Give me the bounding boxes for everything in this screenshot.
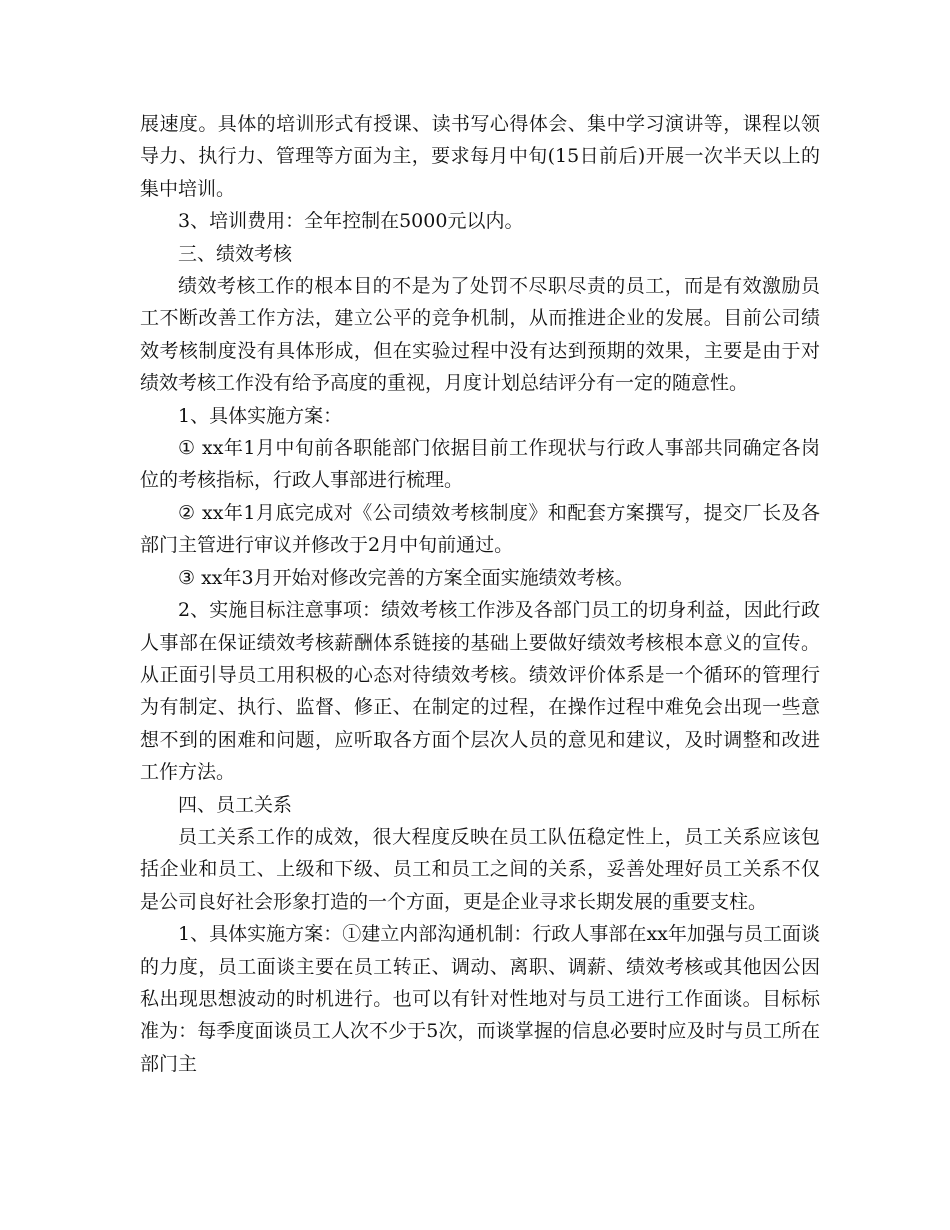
list-item-step-1: ① xx年1月中旬前各职能部门依据目前工作现状与行政人事部共同确定各岗位的考核指标，行政人事部进行梳理。 bbox=[140, 437, 820, 492]
paragraph-training-format: 展速度。具体的培训形式有授课、读书写心得体会、集中学习演讲等，课程以领导力、执行力、管理等方面为主，要求每月中旬(15日前后)开展一次半天以上的集中培训。 bbox=[140, 113, 820, 200]
section-heading-performance: 三、绩效考核 bbox=[178, 242, 293, 265]
list-item-step-3: ③ xx年3月开始对修改完善的方案全面实施绩效考核。 bbox=[178, 566, 634, 589]
paragraph-training-cost: 3、培训费用：全年控制在5000元以内。 bbox=[178, 210, 524, 233]
paragraph-communication-mechanism: 1、具体实施方案：①建立内部沟通机制：行政人事部在xx年加强与员工面谈的力度，员工面谈主要在员工转正、调动、离职、调薪、绩效考核或其他因公因私出现思想波动的时机进行。也可以有针对性地对与员工进行工作面谈。目标标准为：每季度面谈员工人次不少于5次，而谈掌握的信息必要时应及时与员工所在部门主 bbox=[140, 923, 820, 1075]
paragraph-implementation-notes: 2、实施目标注意事项：绩效考核工作涉及各部门员工的切身利益，因此行政人事部在保证绩效考核薪酬体系链接的基础上要做好绩效考核根本意义的宣传。从正面引导员工用积极的心态对待绩效考核。绩效评价体系是一个循环的管理行为有制定、执行、监督、修正、在制定的过程，在操作过程中难免会出现一些意想不到的困难和问题，应听取各方面个层次人员的意见和建议，及时调整和改进工作方法。 bbox=[140, 599, 820, 784]
paragraph-employee-relations: 员工关系工作的成效，很大程度反映在员工队伍稳定性上，员工关系应该包括企业和员工、上级和下级、员工和员工之间的关系，妥善处理好员工关系不仅是公司良好社会形象打造的一个方面，更是企业寻求长期发展的重要支柱。 bbox=[140, 825, 820, 913]
subheading-implementation-plan: 1、具体实施方案： bbox=[178, 404, 343, 427]
paragraph-performance-purpose: 绩效考核工作的根本目的不是为了处罚不尽职尽责的员工，而是有效激励员工不断改善工作方法，建立公平的竞争机制，从而推进企业的发展。目前公司绩效考核制度没有具体形成，但在实验过程中没有达到预期的效果，主要是由于对绩效考核工作没有给予高度的重视，月度计划总结评分有一定的随意性。 bbox=[140, 275, 820, 395]
document-body bbox=[140, 108, 820, 1080]
section-heading-employee-relations: 四、员工关系 bbox=[178, 793, 293, 816]
list-item-step-2: ② xx年1月底完成对《公司绩效考核制度》和配套方案撰写，提交厂长及各部门主管进行审议并修改于2月中旬前通过。 bbox=[140, 501, 820, 557]
